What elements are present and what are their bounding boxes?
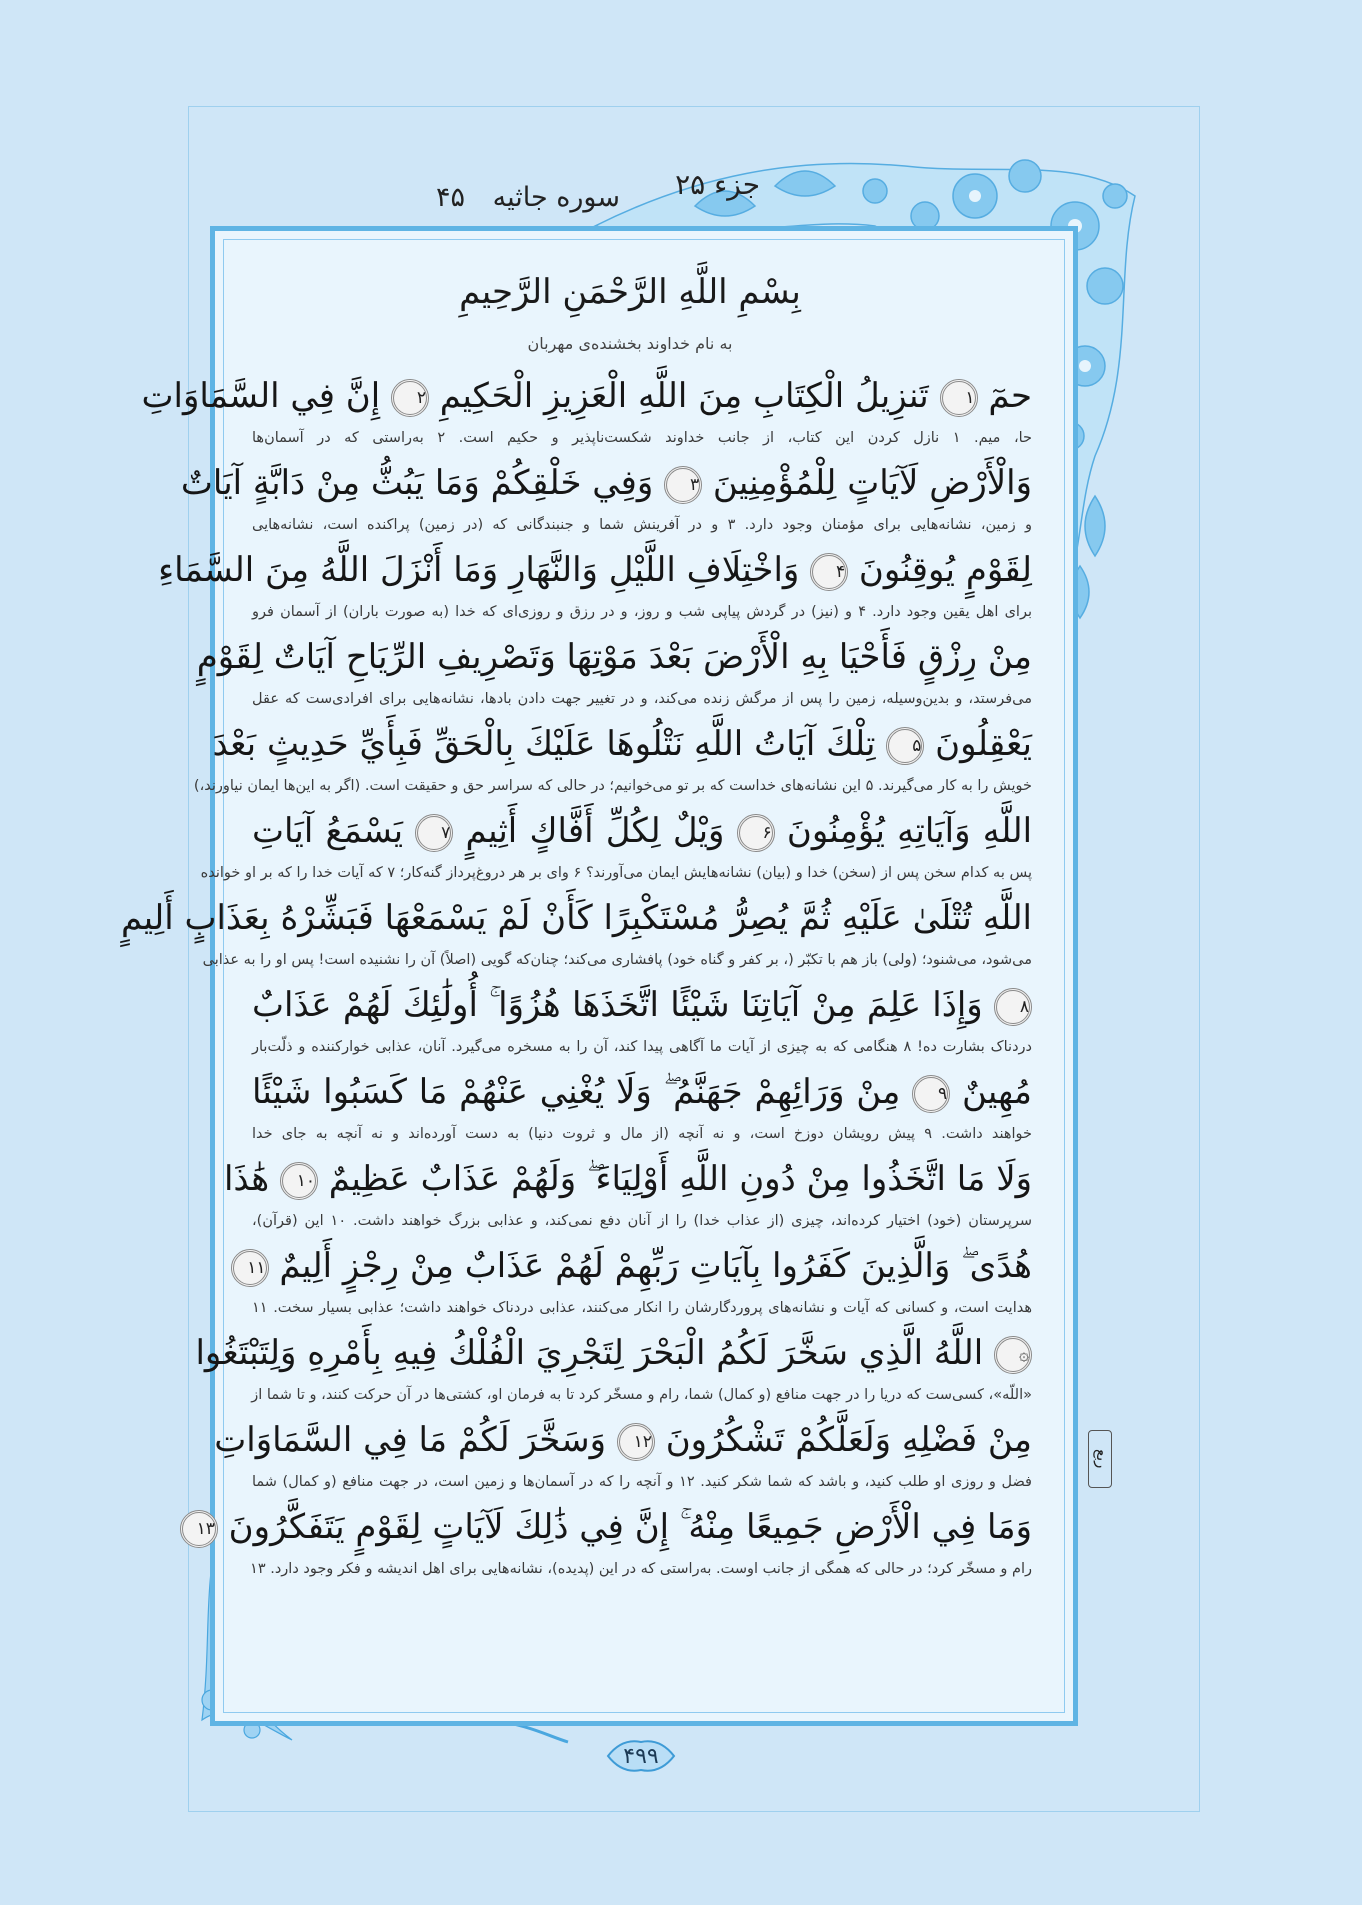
verse-line	[195, 1325, 1032, 1381]
translation-line: «اللّه»، کسی‌ست که دریا را در جهت منافع (و کمال) شما، رام و مسخّر کرد تا به فرمان او، کشتی‌ها در آن حرکت کنند، و تا شما از	[251, 1387, 1032, 1403]
verse-text: وَمَا فِي الْأَرْضِ جَمِيعًا مِنْهُ ۚ إِنَّ فِي ذَٰلِكَ لَآيَاتٍ لِقَوْمٍ يَتَفَكَّرُونَ	[217, 1507, 1032, 1547]
verse-text: لِقَوْمٍ يُوقِنُونَ	[848, 550, 1032, 590]
translation-line: سرپرستان (خود) اختیار کرده‌اند، چیزی (از عذاب خدا) را از آنان دفع نمی‌کند، و عذابی بزرگ خواهند داشت. ۱۰ این (قرآن)،	[252, 1213, 1032, 1229]
verse-line	[212, 716, 1032, 772]
verse-text: تِلْكَ آيَاتُ اللَّهِ نَتْلُوهَا عَلَيْكَ بِالْحَقِّ فَبِأَيِّ حَدِيثٍ بَعْدَ	[212, 724, 887, 764]
verse-text: يَعْقِلُونَ	[924, 724, 1032, 764]
bismillah-arabic: بِسْمِ اللَّهِ الرَّحْمَنِ الرَّحِيمِ	[459, 272, 801, 312]
verse-line	[196, 629, 1032, 685]
verse-line	[180, 455, 1032, 511]
bismillah-translation: به نام خداوند بخشنده‌ی مهربان	[527, 334, 733, 353]
verse-text: وَسَخَّرَ لَكُمْ مَا فِي السَّمَاوَاتِ	[214, 1420, 617, 1460]
verse-number-marker: ۶	[737, 814, 775, 852]
surah-number: ۴۵	[435, 182, 465, 213]
verse-number-marker: ۲	[391, 379, 429, 417]
translation-line: می‌شود، می‌شنود؛ (ولی) باز هم با تکبّر (، بر کفر و گناه خود) پافشاری می‌کند؛ چنان‌که گویی (اصلاً) آن را نشنیده است! پس او را به عذابی	[202, 952, 1032, 968]
verse-text: اللَّهِ تُتْلَىٰ عَلَيْهِ ثُمَّ يُصِرُّ مُسْتَكْبِرًا كَأَنْ لَمْ يَسْمَعْهَا فَبَشِّرْهُ بِعَذَابٍ أَلِيمٍ	[120, 898, 1032, 938]
verse-text: اللَّهِ وَآيَاتِهِ يُؤْمِنُونَ	[774, 811, 1033, 851]
verse-line	[223, 1151, 1032, 1207]
translation-line: رام و مسخّر کرد؛ در حالی که همگی از جانب اوست. به‌راستی که در این (پدیده)، نشانه‌هایی برای اهل اندیشه و فکر وجود دارد. ۱۳	[250, 1561, 1032, 1577]
translation-line: حا، میم. ۱ نازل کردن این کتاب، از جانب خداوند شکست‌ناپذیر و حکیم است. ۲ به‌راستی که در آسمان‌ها	[252, 430, 1033, 446]
verse-line	[120, 890, 1032, 946]
verse-number-marker: ۱۳	[180, 1510, 218, 1548]
verse-line	[196, 1499, 1032, 1555]
verse-text: يَسْمَعُ آيَاتِ	[252, 811, 416, 851]
verse-text: حمٓ	[977, 376, 1032, 416]
verse-number-marker: ۹	[912, 1075, 950, 1113]
juz-label: جزء ۲۵	[675, 168, 760, 201]
verse-number-marker: ۱۱	[231, 1249, 269, 1287]
verse-text: وَاخْتِلَافِ اللَّيْلِ وَالنَّهَارِ وَمَا أَنْزَلَ اللَّهُ مِنَ السَّمَاءِ	[158, 550, 811, 590]
verse-number-marker: ۱	[940, 379, 978, 417]
translation-line: برای اهل یقین وجود دارد. ۴ و (نیز) در گردش پیاپی شب و روز، و در رزق و روزی‌ای که خدا (به صورت باران) از آسمان فرو	[252, 604, 1032, 620]
translation-line: دردناک بشارت ده! ۸ هنگامی که به چیزی از آیات ما آگاهی پیدا کند، آن را به مسخره می‌گیرد. آنان، عذابی خوارکننده و ذلّت‌بار	[252, 1039, 1032, 1055]
verse-number-marker: ۵	[886, 727, 924, 765]
translation-line: پس به کدام سخن پس از (سخن) خدا و (بیان) نشانه‌هایش ایمان می‌آورند؟ ۶ وای بر هر دروغ‌پرداز گنه‌کار؛ ۷ که آیات خدا را که بر او خوانده	[200, 865, 1032, 881]
verse-text: مِنْ وَرَائِهِمْ جَهَنَّمُ ۖ وَلَا يُغْنِي عَنْهُمْ مَا كَسَبُوا شَيْئًا	[252, 1072, 913, 1112]
translation-line: می‌فرستد، و بدین‌وسیله، زمین را پس از مرگش زنده می‌کند، و در تغییر جهت دادن بادها، نشانه‌هایی برای افرادی‌ست که عقل	[252, 691, 1032, 707]
page-number: ۴۹۹	[623, 1744, 659, 1769]
verse-text: إِنَّ فِي السَّمَاوَاتِ	[141, 376, 391, 416]
surah-name: سوره جاثیه	[492, 182, 620, 213]
verse-line	[247, 1238, 1032, 1294]
verse-text: وَفِي خَلْقِكُمْ وَمَا يَبُثُّ مِنْ دَابَّةٍ آيَاتٌ	[180, 463, 665, 503]
translation-line: و زمین، نشانه‌هایی برای مؤمنان وجود دارد. ۳ و در آفرینش شما و جنبندگانی که (در زمین) پراکنده است، نشانه‌هایی	[252, 517, 1032, 533]
verse-text: هُدًى ۖ وَالَّذِينَ كَفَرُوا بِآيَاتِ رَبِّهِمْ لَهُمْ عَذَابٌ مِنْ رِجْزٍ أَلِيمٌ	[268, 1246, 1032, 1286]
verse-text: مُهِينٌ	[950, 1072, 1032, 1112]
verse-number-marker: ۴	[810, 553, 848, 591]
verse-number-marker: ۱۰	[280, 1162, 318, 1200]
verse-text: مِنْ فَضْلِهِ وَلَعَلَّكُمْ تَشْكُرُونَ	[654, 1420, 1032, 1460]
verse-line	[252, 977, 1032, 1033]
verse-number-marker: ۷	[415, 814, 453, 852]
verse-line	[252, 1064, 1032, 1120]
verse-text: وَالْأَرْضِ لَآيَاتٍ لِلْمُؤْمِنِينَ	[702, 463, 1032, 503]
running-header	[360, 168, 840, 214]
verse-text: مِنْ رِزْقٍ فَأَحْيَا بِهِ الْأَرْضَ بَعْدَ مَوْتِهَا وَتَصْرِيفِ الرِّيَاحِ آيَاتٌ لِقَوْمٍ	[196, 637, 1032, 677]
translation-line: هدایت است، و کسانی که آیات و نشانه‌های پروردگارشان را انکار می‌کنند، عذابی دردناک خواهند داشت؛ عذابی بسیار سخت. ۱۱	[252, 1300, 1032, 1316]
verse-line	[141, 368, 1032, 424]
verse-number-marker: ۱۲	[617, 1423, 655, 1461]
verse-text: تَنزِيلُ الْكِتَابِ مِنَ اللَّهِ الْعَزِيزِ الْحَكِيمِ	[428, 376, 940, 416]
translation-line: خواهند داشت. ۹ پیش رویشان دوزخ است، و نه آنچه (از مال و ثروت دنیا) به دست آورده‌اند و نه آنچه به جای خدا	[252, 1126, 1032, 1142]
verse-line	[252, 803, 1032, 859]
verse-line	[158, 542, 1032, 598]
verse-text: وَيْلٌ لِكُلِّ أَفَّاكٍ أَثِيمٍ	[453, 811, 737, 851]
verse-text: هَٰذَا	[223, 1159, 280, 1199]
verse-text: وَإِذَا عَلِمَ مِنْ آيَاتِنَا شَيْئًا اتَّخَذَهَا هُزُوًا ۚ أُولَٰئِكَ لَهُمْ عَذَابٌ	[252, 985, 994, 1025]
translation-line: خویش را به کار می‌گیرند. ۵ این نشانه‌های خداست که بر تو می‌خوانیم؛ در حالی که سراسر حق و حقیقت است. (اگر به این‌ها ایمان نیاورند،)	[193, 778, 1032, 794]
verse-number-marker: ۳	[664, 466, 702, 504]
translation-line: فضل و روزی او طلب کنید، و باشد که شما شکر کنید. ۱۲ و آنچه را که در آسمان‌ها و زمین است، در جهت منافع (و کمال) شما	[252, 1474, 1032, 1490]
verse-number-marker: ۸	[994, 988, 1032, 1026]
verse-text: اللَّهُ الَّذِي سَخَّرَ لَكُمُ الْبَحْرَ لِتَجْرِيَ الْفُلْكُ فِيهِ بِأَمْرِهِ وَلِتَبْتَغُوا	[195, 1333, 994, 1373]
verse-text: وَلَا مَا اتَّخَذُوا مِنْ دُونِ اللَّهِ أَوْلِيَاءَ ۖ وَلَهُمْ عَذَابٌ عَظِيمٌ	[318, 1159, 1032, 1199]
quarter-mark: ربع	[1088, 1430, 1112, 1488]
verse-line	[214, 1412, 1032, 1468]
verse-number-marker: ۞	[994, 1336, 1032, 1374]
